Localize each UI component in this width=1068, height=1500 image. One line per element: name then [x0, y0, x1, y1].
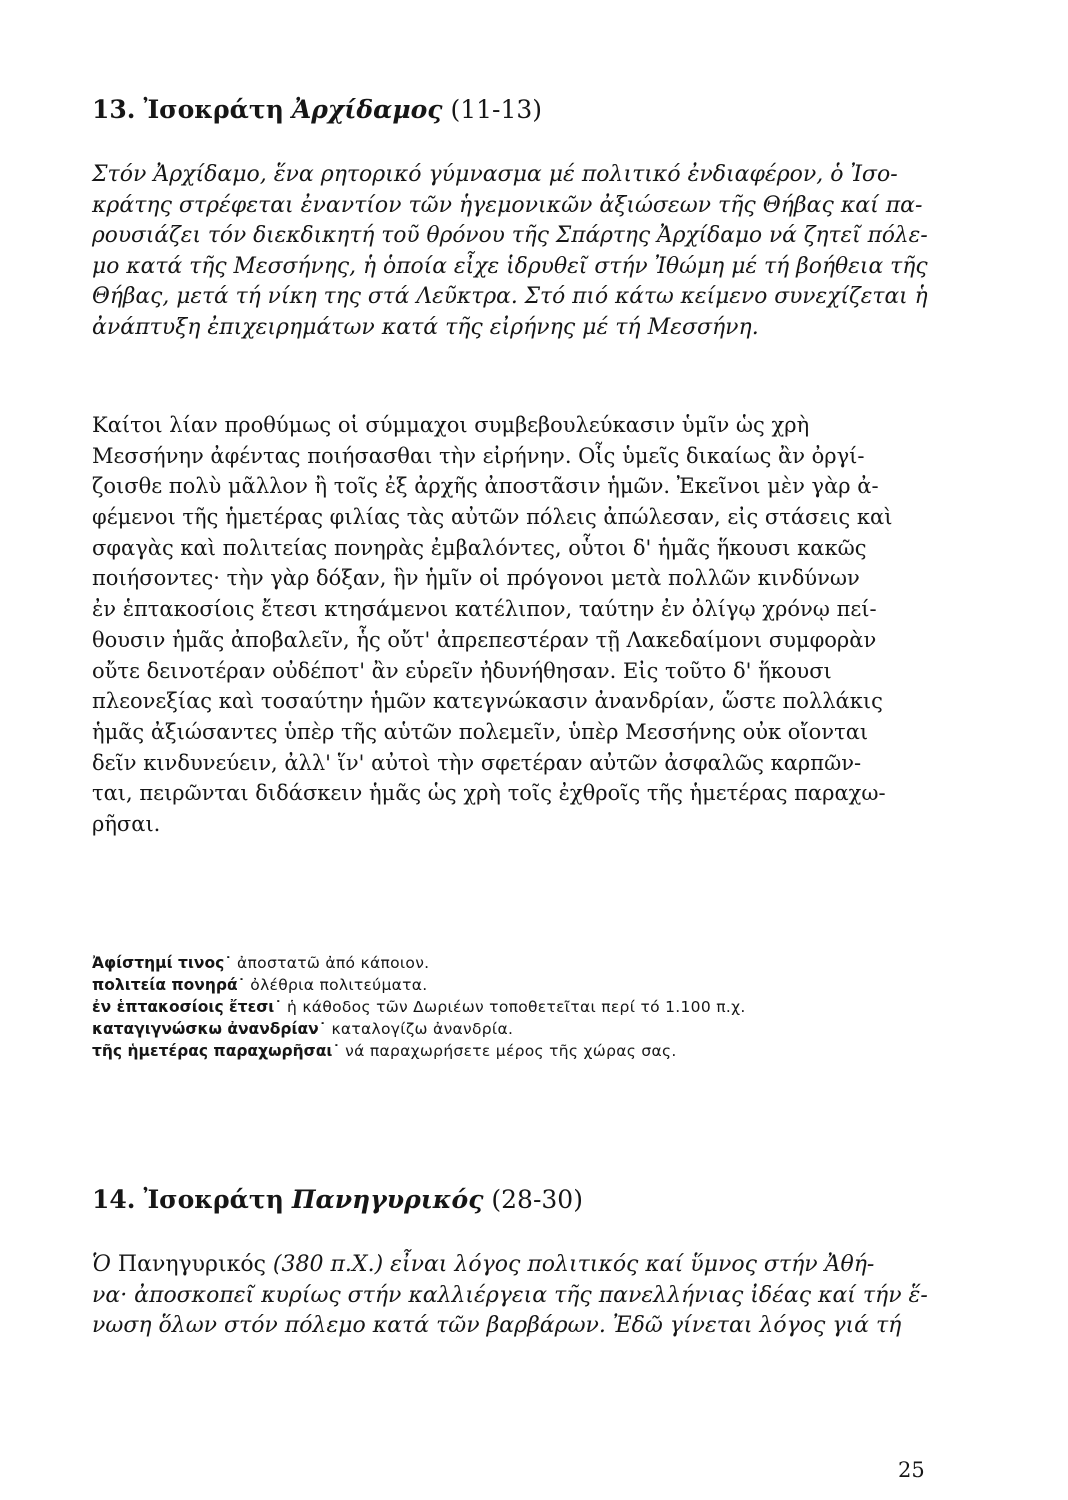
glossary-term: πολιτεία πονηρά˙	[92, 976, 246, 994]
glossary-term: καταγιγνώσκω ἀνανδρίαν˙	[92, 1020, 327, 1038]
intro-line: ρουσιάζει τόν διεκδικητή τοῦ θρόνου τῆς Σπάρτης Ἀρχίδαμο νά ζητεῖ πόλε-	[92, 223, 928, 248]
glossary-definition: ἡ κάθοδος τῶν Δωριέων τοποθετεῖται περί τό 1.100 π.χ.	[287, 998, 746, 1016]
text-line: ζοισθε πολὺ μᾶλλον ἢ τοῖς ἐξ ἀρχῆς ἀποστᾶσιν ἡμῶν. Ἐκεῖνοι μὲν γὰρ ἀ-	[92, 474, 879, 499]
section-number: 13.	[92, 95, 136, 124]
intro-fragment-upright: Πανηγυρικός	[110, 1252, 273, 1277]
glossary-term: ἐν ἑπτακοσίοις ἔτεσι˙	[92, 998, 283, 1016]
section-author: Ἰσοκράτη	[143, 1185, 284, 1214]
section-number: 14.	[92, 1185, 136, 1214]
section-13-greek-text	[92, 410, 928, 840]
intro-line: ἀνάπτυξη ἐπιχειρημάτων κατά τῆς εἰρήνης μέ τή Μεσσήνη.	[92, 314, 759, 340]
section-14-intro	[92, 1250, 928, 1342]
text-line: ται, πειρῶνται διδάσκειν ἡμᾶς ὡς χρὴ τοῖς ἐχθροῖς τῆς ἡμετέρας παραχω-	[92, 781, 886, 806]
intro-line: να· ἀποσκοπεῖ κυρίως στήν καλλιέργεια τῆς πανελλήνιας ἰδέας καί τήν ἕ-	[92, 1282, 928, 1308]
page-number: 25	[898, 1458, 925, 1482]
glossary-definition: ὀλέθρια πολιτεύματα.	[250, 976, 428, 994]
section-author: Ἰσοκράτη	[143, 95, 284, 124]
text-line: ποιήσοντες· τὴν γὰρ δόξαν, ἣν ἡμῖν οἱ πρόγονοι μετὰ πολλῶν κινδύνων	[92, 566, 860, 591]
glossary-definition: νά παραχωρήσετε μέρος τῆς χώρας σας.	[345, 1042, 677, 1060]
text-line: ρῆσαι.	[92, 811, 161, 836]
intro-line: μο κατά τῆς Μεσσήνης, ἡ ὁποία εἶχε ἱδρυθεῖ στήν Ἰθώμη μέ τή βοήθεια τῆς	[92, 253, 928, 279]
intro-line: Στόν Ἀρχίδαμο, ἕνα ρητορικό γύμνασμα μέ πολιτικό ἐνδιαφέρον, ὁ Ἰσο-	[92, 162, 898, 187]
glossary-entry	[92, 1018, 928, 1040]
section-range: (28-30)	[491, 1185, 583, 1214]
text-line: ἡμᾶς ἀξιώσαντες ὑπὲρ τῆς αὑτῶν πολεμεῖν, ὑπὲρ Μεσσήνης οὐκ οἴονται	[92, 719, 869, 744]
glossary-entry	[92, 952, 928, 974]
glossary-term: τῆς ἡμετέρας παραχωρῆσαι˙	[92, 1042, 341, 1060]
text-line: Μεσσήνην ἀφέντας ποιήσασθαι τὴν εἰρήνην. Οἷς ὑμεῖς δικαίως ἂν ὀργί-	[92, 443, 865, 468]
section-work-title: Ἀρχίδαμος	[291, 95, 443, 124]
section-work-title: Πανηγυρικός	[291, 1185, 484, 1214]
intro-line	[92, 1250, 928, 1281]
glossary-definition: καταλογίζω ἀνανδρία.	[331, 1020, 514, 1038]
text-line: Καίτοι λίαν προθύμως οἱ σύμμαχοι συμβεβουλεύκασιν ὑμῖν ὡς χρὴ	[92, 413, 810, 437]
intro-line: κράτης στρέφεται ἐναντίον τῶν ἡγεμονικῶν ἀξιώσεων τῆς Θήβας καί πα-	[92, 192, 923, 218]
intro-fragment: Ὁ	[92, 1252, 111, 1277]
text-line: οὔτε δεινοτέραν οὐδέποτ' ἂν εὑρεῖν ἠδυνήθησαν. Εἰς τοῦτο δ' ἥκουσι	[92, 658, 832, 683]
intro-line: Θήβας, μετά τή νίκη της στά Λεῦκτρα. Στό πιό κάτω κείμενο συνεχίζεται ἡ	[92, 284, 928, 309]
section-14-heading	[92, 1184, 583, 1216]
text-line: σφαγὰς καὶ πολιτείας πονηρὰς ἐμβαλόντες, οὗτοι δ' ἡμᾶς ἥκουσι κακῶς	[92, 535, 867, 560]
intro-fragment: (380 π.Χ.) εἶναι λόγος πολιτικός καί ὕμνος στήν Ἀθή-	[272, 1252, 875, 1277]
text-line: ἐν ἑπτακοσίοις ἔτεσι κτησάμενοι κατέλιπον, ταύτην ἐν ὀλίγῳ χρόνῳ πεί-	[92, 597, 877, 622]
section-13-glossary	[92, 952, 928, 1062]
section-13-intro	[92, 160, 928, 343]
section-range: (11-13)	[450, 95, 543, 124]
text-line: πλεονεξίας καὶ τοσαύτην ἡμῶν κατεγνώκασιν ἀνανδρίαν, ὥστε πολλάκις	[92, 689, 883, 714]
glossary-term: Ἀφίστημί τινος˙	[92, 954, 233, 972]
section-13-heading	[92, 94, 542, 126]
text-line: θουσιν ἡμᾶς ἀποβαλεῖν, ἧς οὔτ' ἀπρεπεστέραν τῇ Λακεδαίμονι συμφορὰν	[92, 627, 877, 652]
glossary-entry	[92, 996, 928, 1018]
glossary-definition: ἀποστατῶ ἀπό κάποιον.	[237, 954, 430, 972]
text-line: φέμενοι τῆς ἡμετέρας φιλίας τὰς αὐτῶν πόλεις ἀπώλεσαν, εἰς στάσεις καὶ	[92, 505, 893, 530]
glossary-entry	[92, 1040, 928, 1062]
text-line: δεῖν κινδυνεύειν, ἀλλ' ἵν' αὐτοὶ τὴν σφετέραν αὐτῶν ἀσφαλῶς καρπῶν-	[92, 750, 862, 775]
intro-line: νωση ὅλων στόν πόλεμο κατά τῶν βαρβάρων. Ἐδῶ γίνεται λόγος γιά τή	[92, 1313, 902, 1338]
glossary-entry	[92, 974, 928, 996]
